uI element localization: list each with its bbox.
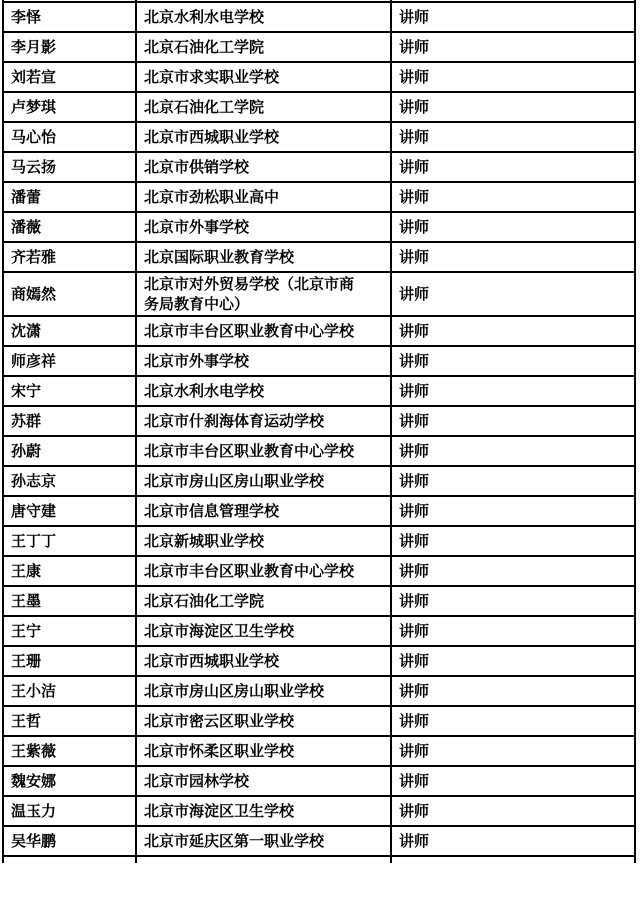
table-row xyxy=(3,92,635,122)
school-cell: 北京市园林学校 xyxy=(136,766,391,796)
table-row xyxy=(3,212,635,242)
name-cell: 宋宁 xyxy=(3,376,136,406)
name-cell: 王珊 xyxy=(3,646,136,676)
title-cell: 讲师 xyxy=(391,706,635,736)
partial-row-bottom xyxy=(3,856,635,863)
name-cell: 王宁 xyxy=(3,616,136,646)
table-row xyxy=(3,676,635,706)
school-cell: 北京市西城职业学校 xyxy=(136,646,391,676)
name-cell: 吴华鹏 xyxy=(3,826,136,856)
title-cell: 讲师 xyxy=(391,92,635,122)
table-row xyxy=(3,646,635,676)
school-cell: 北京石油化工学院 xyxy=(136,586,391,616)
school-cell: 北京市西城职业学校 xyxy=(136,122,391,152)
title-cell: 讲师 xyxy=(391,466,635,496)
school-cell: 北京市求实职业学校 xyxy=(136,62,391,92)
table-row xyxy=(3,436,635,466)
title-cell: 讲师 xyxy=(391,242,635,272)
name-cell: 王丁丁 xyxy=(3,526,136,556)
title-cell: 讲师 xyxy=(391,766,635,796)
school-cell: 北京市丰台区职业教育中心学校 xyxy=(136,436,391,466)
school-cell: 北京市信息管理学校 xyxy=(136,496,391,526)
title-cell: 讲师 xyxy=(391,272,635,316)
table-row xyxy=(3,556,635,586)
title-cell: 讲师 xyxy=(391,826,635,856)
name-cell: 王哲 xyxy=(3,706,136,736)
name-cell: 王墨 xyxy=(3,586,136,616)
title-cell: 讲师 xyxy=(391,556,635,586)
name-cell: 温玉力 xyxy=(3,796,136,826)
lecturer-roster-table xyxy=(2,0,636,863)
table-row xyxy=(3,616,635,646)
table-row xyxy=(3,32,635,62)
name-cell: 魏安娜 xyxy=(3,766,136,796)
school-cell: 北京市对外贸易学校（北京市商务局教育中心） xyxy=(136,272,391,316)
title-cell: 讲师 xyxy=(391,646,635,676)
table-row xyxy=(3,796,635,826)
partial-cell xyxy=(391,856,635,863)
name-cell: 沈潇 xyxy=(3,316,136,346)
table-row xyxy=(3,406,635,436)
school-cell: 北京石油化工学院 xyxy=(136,32,391,62)
school-cell: 北京市劲松职业高中 xyxy=(136,182,391,212)
name-cell: 卢梦琪 xyxy=(3,92,136,122)
name-cell: 李怿 xyxy=(3,2,136,32)
title-cell: 讲师 xyxy=(391,316,635,346)
table-row xyxy=(3,736,635,766)
title-cell: 讲师 xyxy=(391,436,635,466)
school-cell: 北京市密云区职业学校 xyxy=(136,706,391,736)
name-cell: 潘薇 xyxy=(3,212,136,242)
name-cell: 苏群 xyxy=(3,406,136,436)
name-cell: 马心怡 xyxy=(3,122,136,152)
title-cell: 讲师 xyxy=(391,32,635,62)
school-cell: 北京石油化工学院 xyxy=(136,92,391,122)
title-cell: 讲师 xyxy=(391,526,635,556)
table-row xyxy=(3,826,635,856)
name-cell: 唐守建 xyxy=(3,496,136,526)
name-cell: 师彦祥 xyxy=(3,346,136,376)
title-cell: 讲师 xyxy=(391,2,635,32)
table-row xyxy=(3,272,635,316)
title-cell: 讲师 xyxy=(391,406,635,436)
school-cell: 北京市房山区房山职业学校 xyxy=(136,676,391,706)
school-cell: 北京市什刹海体育运动学校 xyxy=(136,406,391,436)
table-row xyxy=(3,496,635,526)
name-cell: 李月影 xyxy=(3,32,136,62)
name-cell: 孙志京 xyxy=(3,466,136,496)
table-row xyxy=(3,152,635,182)
table-row xyxy=(3,466,635,496)
lecturer-roster-body xyxy=(3,0,635,863)
school-cell: 北京市外事学校 xyxy=(136,346,391,376)
title-cell: 讲师 xyxy=(391,616,635,646)
school-cell: 北京市外事学校 xyxy=(136,212,391,242)
table-row xyxy=(3,242,635,272)
table-row xyxy=(3,706,635,736)
partial-cell xyxy=(136,856,391,863)
school-cell: 北京市丰台区职业教育中心学校 xyxy=(136,316,391,346)
table-row xyxy=(3,586,635,616)
school-cell: 北京新城职业学校 xyxy=(136,526,391,556)
title-cell: 讲师 xyxy=(391,346,635,376)
school-cell: 北京水利水电学校 xyxy=(136,376,391,406)
title-cell: 讲师 xyxy=(391,122,635,152)
name-cell: 马云扬 xyxy=(3,152,136,182)
title-cell: 讲师 xyxy=(391,376,635,406)
school-cell: 北京市延庆区第一职业学校 xyxy=(136,826,391,856)
title-cell: 讲师 xyxy=(391,676,635,706)
title-cell: 讲师 xyxy=(391,152,635,182)
name-cell: 王紫薇 xyxy=(3,736,136,766)
school-cell: 北京市海淀区卫生学校 xyxy=(136,616,391,646)
title-cell: 讲师 xyxy=(391,586,635,616)
name-cell: 商嫣然 xyxy=(3,272,136,316)
name-cell: 刘若宣 xyxy=(3,62,136,92)
title-cell: 讲师 xyxy=(391,736,635,766)
school-cell: 北京国际职业教育学校 xyxy=(136,242,391,272)
partial-cell xyxy=(3,856,136,863)
title-cell: 讲师 xyxy=(391,182,635,212)
table-row xyxy=(3,122,635,152)
table-row xyxy=(3,316,635,346)
title-cell: 讲师 xyxy=(391,212,635,242)
school-cell: 北京市供销学校 xyxy=(136,152,391,182)
table-row xyxy=(3,2,635,32)
table-row xyxy=(3,526,635,556)
school-cell: 北京水利水电学校 xyxy=(136,2,391,32)
name-cell: 齐若雅 xyxy=(3,242,136,272)
table-row xyxy=(3,62,635,92)
school-cell: 北京市怀柔区职业学校 xyxy=(136,736,391,766)
school-cell: 北京市丰台区职业教育中心学校 xyxy=(136,556,391,586)
name-cell: 王康 xyxy=(3,556,136,586)
table-row xyxy=(3,346,635,376)
title-cell: 讲师 xyxy=(391,496,635,526)
title-cell: 讲师 xyxy=(391,796,635,826)
table-row xyxy=(3,766,635,796)
title-cell: 讲师 xyxy=(391,62,635,92)
school-cell: 北京市房山区房山职业学校 xyxy=(136,466,391,496)
table-row xyxy=(3,182,635,212)
name-cell: 王小洁 xyxy=(3,676,136,706)
name-cell: 潘蕾 xyxy=(3,182,136,212)
name-cell: 孙蔚 xyxy=(3,436,136,466)
table-row xyxy=(3,376,635,406)
school-cell: 北京市海淀区卫生学校 xyxy=(136,796,391,826)
